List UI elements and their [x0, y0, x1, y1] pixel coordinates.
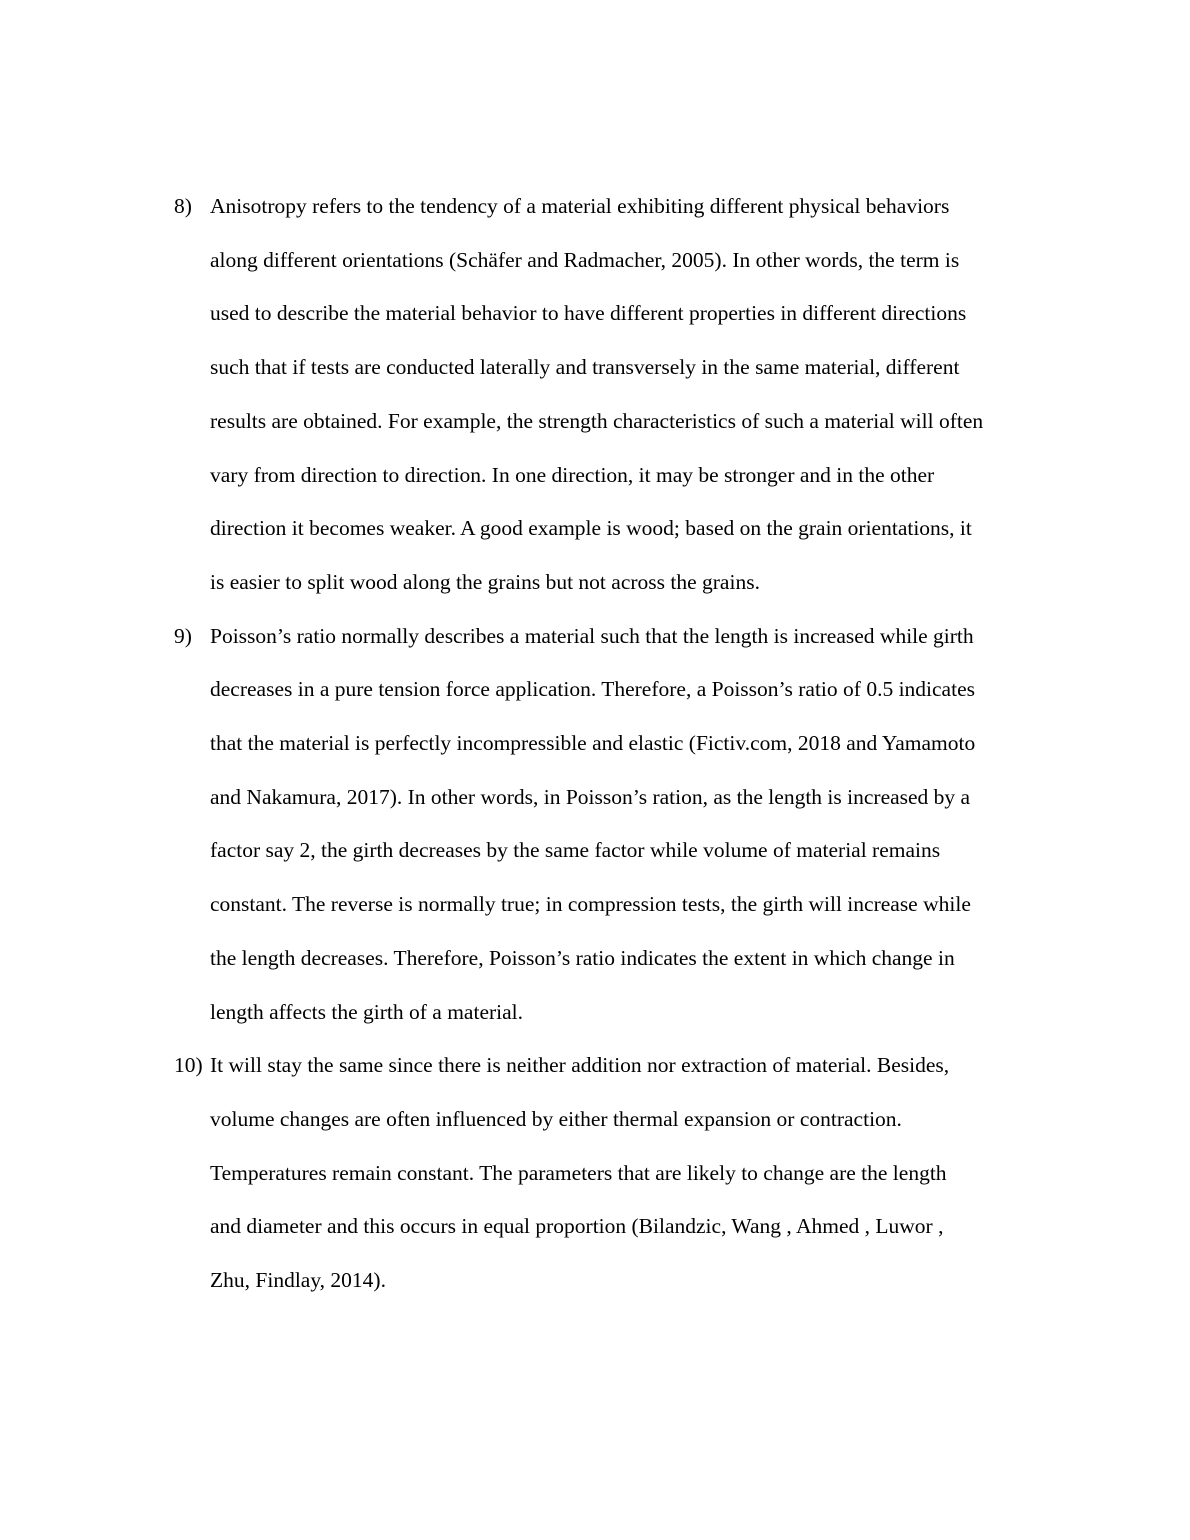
text-line: and diameter and this occurs in equal proportion (Bilandzic, Wang , Ahmed , Luwor ,: [210, 1214, 944, 1239]
text-line: length affects the girth of a material.: [210, 999, 524, 1024]
list-item-8: [174, 180, 1054, 610]
text-line: direction it becomes weaker. A good example is wood; based on the grain orientations, it: [210, 516, 972, 541]
list-number: 9): [174, 623, 192, 648]
numbered-list: [174, 180, 1054, 1308]
text-line: vary from direction to direction. In one direction, it may be stronger and in the other: [210, 462, 935, 487]
text-line: used to describe the material behavior to have different properties in different directions: [210, 301, 967, 326]
list-number: 8): [174, 194, 192, 218]
text-line: decreases in a pure tension force application. Therefore, a Poisson’s ratio of 0.5 indicates: [210, 677, 975, 702]
text-line: and Nakamura, 2017). In other words, in Poisson’s ration, as the length is increased by a: [210, 784, 971, 809]
text-line: the length decreases. Therefore, Poisson’s ratio indicates the extent in which change in: [210, 945, 955, 970]
text-line: factor say 2, the girth decreases by the same factor while volume of material remains: [210, 838, 941, 863]
text-line: Poisson’s ratio normally describes a material such that the length is increased while girth: [210, 623, 974, 648]
text-line: It will stay the same since there is neither addition nor extraction of material. Besides,: [210, 1053, 950, 1078]
text-line: Temperatures remain constant. The parameters that are likely to change are the length: [210, 1160, 947, 1185]
list-item-9: [174, 610, 1054, 1040]
text-line: such that if tests are conducted laterally and transversely in the same material, different: [210, 355, 960, 380]
list-item-10: [174, 1039, 1054, 1308]
text-line: Zhu, Findlay, 2014).: [210, 1268, 386, 1293]
text-line: that the material is perfectly incompressible and elastic (Fictiv.com, 2018 and Yamamoto: [210, 731, 976, 756]
list-number: 10): [174, 1053, 203, 1078]
text-line: results are obtained. For example, the strength characteristics of such a material will often: [210, 408, 984, 433]
text-line: constant. The reverse is normally true; in compression tests, the girth will increase while: [210, 892, 971, 917]
text-line: volume changes are often influenced by either thermal expansion or contraction.: [210, 1106, 902, 1131]
text-line: is easier to split wood along the grains but not across the grains.: [210, 569, 760, 594]
text-line: along different orientations (Schäfer and Radmacher, 2005). In other words, the term is: [210, 247, 960, 272]
text-line: Anisotropy refers to the tendency of a material exhibiting different physical behaviors: [210, 194, 950, 218]
